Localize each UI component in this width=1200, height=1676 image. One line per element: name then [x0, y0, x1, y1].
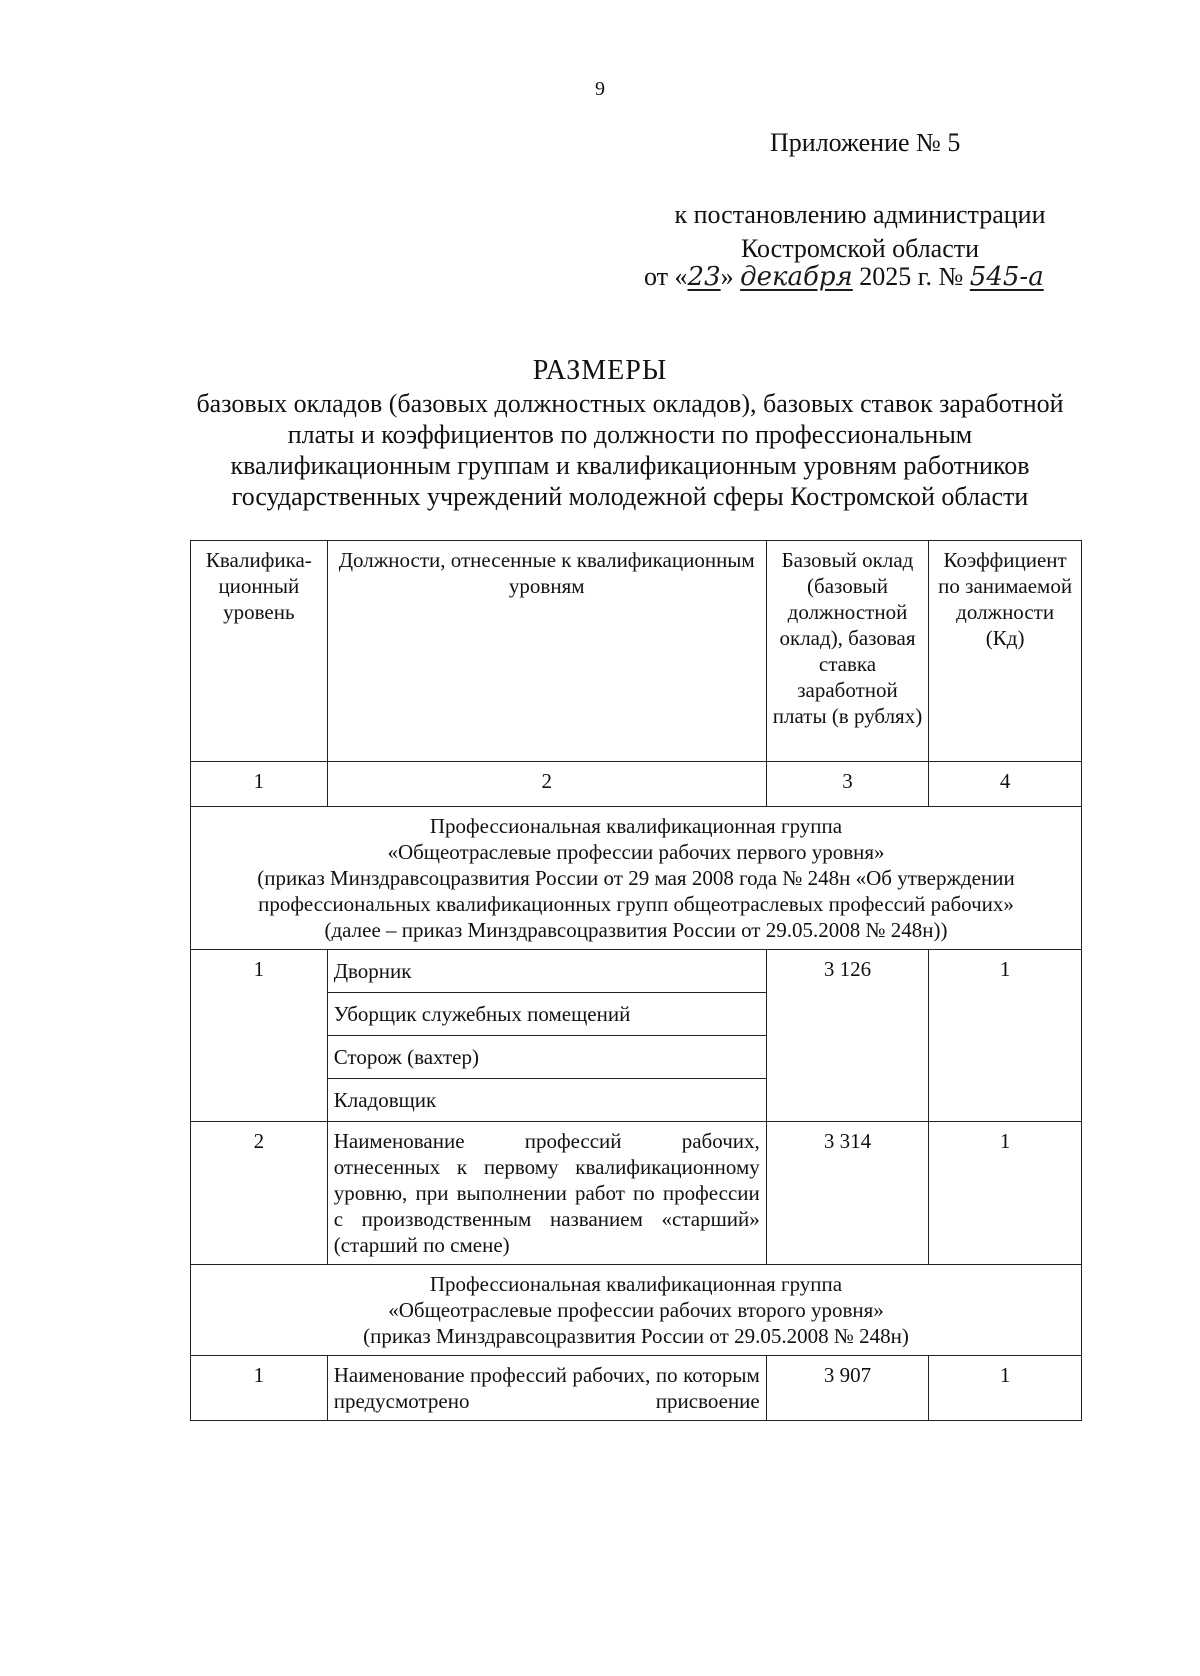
position-cell: Уборщик служебных помещений — [327, 993, 766, 1036]
date-year: 2025 г. № — [859, 262, 964, 291]
position-cell: Кладовщик — [327, 1079, 766, 1122]
table-row — [191, 950, 1082, 993]
table-row — [191, 1036, 1082, 1079]
coefficient-cell: 1 — [929, 1122, 1082, 1265]
handwritten-month: декабря — [740, 262, 853, 292]
group-name: «Общеотраслевые профессии рабочих второго уровня» — [388, 1298, 884, 1322]
level-cell: 2 — [191, 1122, 328, 1265]
position-cell: Наименование профессий рабочих, по которым предусмотрено присвоение — [327, 1356, 766, 1421]
handwritten-day: 23 — [687, 262, 721, 292]
group-title: Профессиональная квалификационная группа — [429, 814, 843, 838]
group-order: (приказ Минздравсоцразвития России от 29 мая 2008 года № 248н «Об утверждении профессиональных квалификационных групп общеотраслевых профессий рабочих» — [257, 866, 1015, 916]
group-name: «Общеотраслевые профессии рабочих первого уровня» — [387, 840, 885, 864]
coefficient-cell: 1 — [929, 950, 1082, 993]
region-line: Костромской области — [740, 234, 980, 263]
column-number: 4 — [929, 762, 1082, 807]
table-row — [191, 1356, 1082, 1421]
column-number-row — [191, 762, 1082, 807]
handwritten-doc-number: 545-а — [969, 262, 1044, 292]
header-salary: Базовый оклад (базовый должностной оклад), базовая ставка заработной платы (в рублях) — [766, 541, 929, 762]
page-number: 9 — [595, 78, 605, 100]
group2-header — [191, 1265, 1082, 1356]
salary-cell: 3 314 — [766, 1122, 929, 1265]
appendix-title: Приложение № 5 — [770, 128, 961, 157]
salary-cell: 3 126 — [766, 950, 929, 993]
date-prefix: от « — [644, 262, 688, 291]
coefficient-cell: 1 — [929, 1356, 1082, 1421]
group-order-short: (далее – приказ Минздравсоцразвития России от 29.05.2008 № 248н)) — [324, 918, 948, 942]
document-title: РАЗМЕРЫ — [532, 355, 668, 386]
column-number: 1 — [191, 762, 328, 807]
column-number: 3 — [766, 762, 929, 807]
level-cell: 1 — [191, 1356, 328, 1421]
position-cell: Сторож (вахтер) — [327, 1036, 766, 1079]
salary-cell: 3 907 — [766, 1356, 929, 1421]
date-mid: » — [720, 262, 734, 291]
group-title: Профессиональная квалификационная группа — [429, 1272, 843, 1296]
table-row — [191, 1079, 1082, 1122]
table-row — [191, 993, 1082, 1036]
header-coefficient: Коэффициент по занимаемой должности (Кд) — [929, 541, 1082, 762]
column-number: 2 — [327, 762, 766, 807]
group-header-row — [191, 1265, 1082, 1356]
header-positions: Должности, отнесенные к квалификационным уровням — [327, 541, 766, 762]
date-line — [644, 262, 1044, 292]
header-level: Квалифика-ционный уровень — [191, 541, 328, 762]
document-subtitle: базовых окладов (базовых должностных окладов), базовых ставок заработной платы и коэффициентов по должности по профессиональным квалификационным группам и квалификационным уровням работников государственных учреждений молодежной сферы Костромской области — [196, 389, 1064, 511]
salary-table — [190, 540, 1082, 1421]
group-header-row — [191, 807, 1082, 950]
group1-header — [191, 807, 1082, 950]
table-row — [191, 1122, 1082, 1265]
position-cell: Дворник — [327, 950, 766, 993]
position-cell: Наименование профессий рабочих, отнесенных к первому квалификационному уровню, при выполнении работ по профессии с производственным названием «старший» (старший по смене) — [327, 1122, 766, 1265]
resolution-line: к постановлению администрации — [674, 200, 1046, 229]
group-order: (приказ Минздравсоцразвития России от 29.05.2008 № 248н) — [363, 1324, 909, 1348]
appendix-reference — [640, 198, 1080, 266]
level-cell: 1 — [191, 950, 328, 993]
table-header-row — [191, 541, 1082, 762]
